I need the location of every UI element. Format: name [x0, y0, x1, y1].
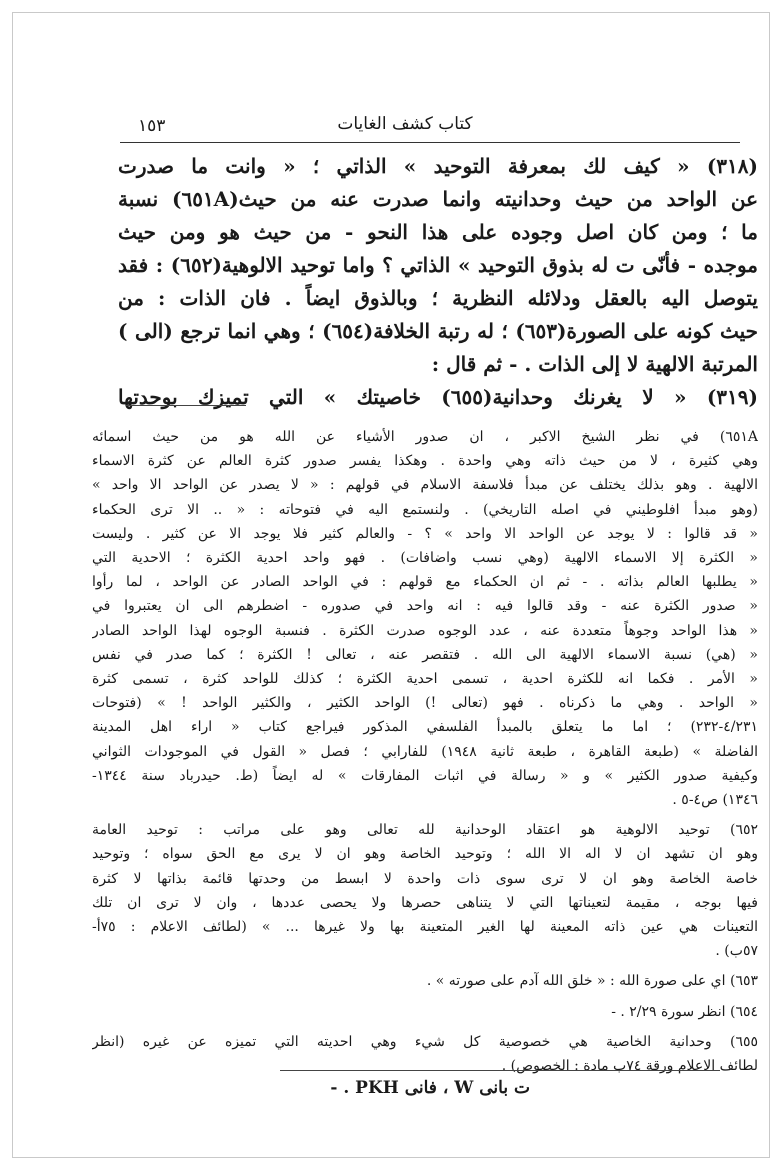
footnote-line: الفاضلة » (طبعة القاهرة ، طبعة ثانية ١٩٤٨) للفارابي ؛ فصل « القول في الموجودات الثواني	[92, 743, 758, 760]
footnote-line: « قد قالوا : لا يوجد عن الواحد الا واحد » ؟ - والعالم كثير فلا يوجد الا عن كثير . وليست	[92, 525, 758, 542]
header-rule	[120, 142, 740, 143]
main-line: ما ؛ ومن كان اصل وجوده على هذا النحو - من حيث هو ومن حيث	[118, 220, 758, 244]
page-number: ١٥٣	[138, 116, 166, 136]
footnote-line: الالهية . وهو بذلك يختلف عن مبدأ فلاسفة الاسلام في قولهم : « لا يصدر عن الواحد الا واحد »	[92, 477, 758, 494]
page-title: كتاب كشف الغايات	[337, 114, 473, 134]
footnote-line: فيها بوجه ، مقيمة لتعيناتها التي لا يتناهى حصرها ولا يحصى عددها ، وان لا ترى ان تلك	[92, 894, 758, 911]
main-line: موجده - فأنّى ت له بذوق التوحيد » الذاتي ؟ واما توحيد الالوهية(٦٥٢) : فقد	[118, 253, 758, 277]
main-line: المرتبة الالهية لا إلى الذات . - ثم قال :	[431, 352, 758, 376]
footnote-line: ٦٥٥) وحدانية الخاصية هي خصوصية كل شيء وهي احديته التي تميزه عن غيره (انظر	[92, 1033, 758, 1050]
footnote-line: « هذا الواحد وجوهاً متعددة عنه ، عدد الوجوه صدرت الكثرة . فنسبة الوجوه لهذا الواحد الصادر	[92, 622, 758, 639]
footnote-line: وهي كثيرة ، لا من حيث ذاته وهي واحدة . وهكذا يفسر صدور كثرة العالم عن كثرة الاسماء	[92, 453, 758, 470]
footnote-line: « الكثرة إلا الاسماء الالهية (وهي نسب واضافات) . فهو واحد احدية الكثرة ؛ الاحدية التي	[92, 550, 758, 567]
footnote-line: وكيفية صدور الكثير » و « رسالة في اثبات المفارقات » له ايضاً (ط. حيدرباد سنة ١٣٤٤-	[92, 767, 758, 784]
footnote-line: ٦٥٣) اي على صورة الله : « خلق الله آدم على صورته » .	[426, 973, 758, 990]
footnote-line: ٦٥٢) توحيد الالوهية هو اعتقاد الوحدانية لله تعالى وهو على مراتب : توحيد العامة	[92, 822, 758, 839]
main-line: (٣١٨) « كيف لك بمعرفة التوحيد » الذاتي ؛ « وانت ما صدرت	[118, 154, 758, 178]
footnote-line: « الواحد . وهي ما ذكرناه . فهو (تعالى !) الواحد الكثير ، والكثير الواحد ! » (فتوحات	[92, 695, 758, 712]
main-line: عن الواحد من حيث وحدانيته وانما صدرت عنه من حيث(٦٥١A) نسبة	[118, 187, 758, 211]
footnote-line: لطائف الاعلام ورقة ٧٤ب مادة : الخصوص) .	[501, 1058, 758, 1075]
main-line: حيث كونه على الصورة(٦٥٣) ؛ له رتبة الخلافة(٦٥٤) ؛ وهي انما ترجع (الى )	[118, 319, 758, 343]
footnote-line: « الأمر . فكما انه للكثرة احدية ، تسمى احدية الكثرة ؛ كذلك للواحد كثرة ، تسمى كثرة	[92, 671, 758, 688]
footnote-line: التعينات هي عين ذاته المعينة لها الغير المتعينة بها ولا غيرها ... » (لطائف الاعلام : ٧٥أ-	[92, 919, 758, 936]
footer-rule	[280, 1070, 720, 1071]
footnote-separator	[126, 405, 246, 406]
footnote-line: « (هي) نسبة الاسماء الالهية الى الله . فتقصر عنه ، تعالى ! الكثرة ؛ كما صدر في نفس	[92, 646, 758, 663]
footnote-line: « صدور الكثرة عنه - وقد قالوا فيه : انه واحد في صدوره - اضطرهم الى ان يعتبروا في	[92, 598, 758, 615]
footnote-line: (وهو مبدأ افلوطيني في اصله التاريخي) . ولنستمع اليه في فتوحاته : « .. الا ترى الحكماء	[92, 501, 758, 518]
footnote-line: ٥٧ب) .	[715, 943, 758, 960]
footnote-line: ١٣٤٦) ص٤-٥ .	[672, 792, 758, 809]
footnotes	[92, 425, 758, 1078]
main-line: يتوصل اليه بالعقل ودلائله النظرية ؛ وبالذوق ايضاً . فان الذات : من	[118, 286, 758, 310]
footer-text: ت بانى W ، فانى PKH . -	[330, 1078, 530, 1098]
page-header	[60, 108, 750, 140]
footnote-line: خاصة الخاصة وهو ان لا ترى سوى ذات واحدة لا ابسط من وحدتها قائمة بذاتها لا كثرة	[92, 870, 758, 887]
footnote-line: « يطلبها العالم بذاته . - ثم ان الحكماء مع قولهم : في الواحد الصادر عن الواحد ، لما رأوا	[92, 574, 758, 591]
footnote-line: ٤/٢٣١-٢٣٢) ؛ اما ما يتعلق بالمبدأ الفلسفي المذكور فيراجع كتاب « اراء اهل المدينة	[92, 719, 758, 736]
page-footer	[240, 1070, 720, 1130]
footnote-line: وهو ان تشهد ان لا اله الا الله ؛ وتوحيد الخاصة وهو ان لا يرى مع الحق سواه ؛ وتوحيد	[92, 846, 758, 863]
footnote-line: ٦٥١A) في نظر الشيخ الاكبر ، ان صدور الأشياء عن الله هو من حيث اسمائه	[92, 429, 758, 445]
footnote-line: ٦٥٤) انظر سورة ٢/٢٩ . -	[611, 1003, 758, 1020]
main-line: (٣١٩) « لا يغرنك وحدانية(٦٥٥) خاصيتك » التي تميزك بوحدتها	[118, 385, 758, 409]
main-text	[118, 150, 758, 414]
